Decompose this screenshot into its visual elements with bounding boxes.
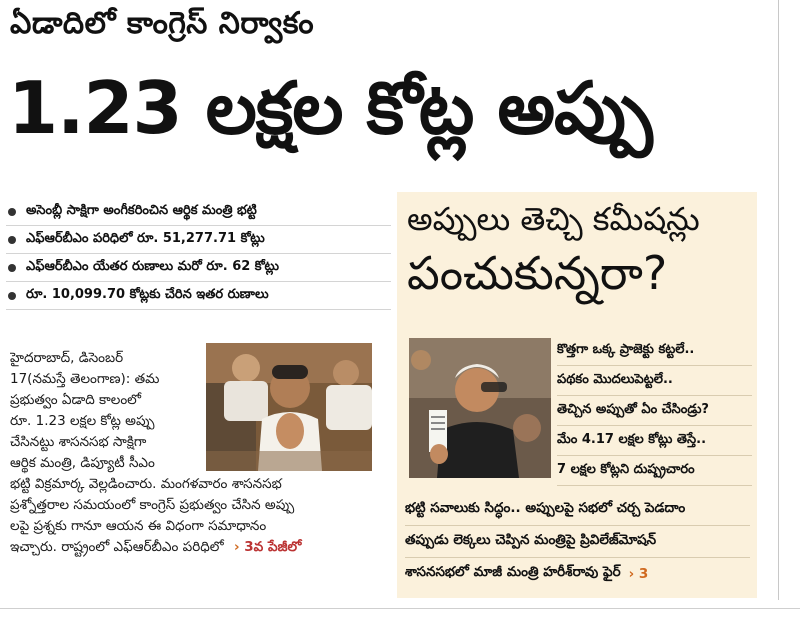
- sidebar-footer: [405, 494, 750, 589]
- harish-rao-photo: [409, 338, 551, 478]
- column-rule: [778, 0, 779, 600]
- page-reference-link[interactable]: › 3: [628, 565, 649, 582]
- article-body: హైదరాబాద్, డిసెంబర్ 17(నమస్తే తెలంగాణ): తమ ప్రభుత్వం ఏడాది కాలంలో రూ. 1.23 లక్షల కోట్ల అప్పు చేసినట్టు శాసనసభ సాక్షిగా ఆర్థిక మంత్రి, డిప్యూటీ సీఎం భట్టి విక్రమార్క వెల్లడించారు. మంగళవారం శాసనసభ ప్రశ్నోత్తరాల సమయంలో కాంగ్రెస్ ప్రభుత్వం చేసిన అప్పు లపై ప్రశ్నకు గానూ ఆయన ఈ విధంగా సమాధానం ఇచ్చారు. రాష్ట్రంలో ఎఫ్ఆర్‌బీఎం పరిధిలో › 3వ పేజీలో: [10, 350, 302, 555]
- quote-item: మేం 4.17 లక్షల కోట్లు తెస్తే..: [557, 426, 752, 456]
- footer-line: భట్టి సవాలుకు సిద్ధం.. అప్పులపై సభలో చర్చ పెడదాం: [405, 494, 750, 526]
- sidebar-headline-line1: అప్పులు తెచ్చి కమీషన్లు: [407, 200, 700, 238]
- kicker: ఏడాదిలో కాంగ్రెస్ నిర్వాకం: [10, 6, 315, 41]
- quote-list: [557, 336, 752, 486]
- quote-item: పథకం మొదలుపెట్టలే..: [557, 366, 752, 396]
- bullet-dot-icon: [8, 236, 16, 244]
- bullet-item: అసెంబ్లీ సాక్షిగా అంగీకరించిన ఆర్థిక మంత్రి భట్టి: [6, 198, 391, 226]
- quote-item: కొత్తగా ఒక్క ప్రాజెక్టు కట్టలే..: [557, 336, 752, 366]
- quote-item: తెచ్చిన అప్పుతో ఏం చేసిండ్రు?: [557, 396, 752, 426]
- quote-item: 7 లక్షల కోట్లని దుష్ప్రచారం: [557, 456, 752, 486]
- footer-line: శాసనసభలో మాజీ మంత్రి హరీశ్‌రావు ఫైర్ › 3: [405, 564, 649, 582]
- bullet-list: [6, 198, 391, 310]
- continue-arrow-icon: ›: [234, 539, 240, 555]
- continued-link[interactable]: › 3వ పేజీలో: [234, 539, 302, 555]
- bullet-item: ఎఫ్ఆర్‌బీఎం పరిధిలో రూ. 51,277.71 కోట్లు: [6, 226, 391, 254]
- harish-rao-illustration: [409, 338, 551, 478]
- page-arrow-icon: ›: [628, 565, 635, 582]
- bullet-dot-icon: [8, 208, 16, 216]
- headline: 1.23 లక్షల కోట్ల అప్పు: [8, 66, 652, 150]
- bottom-rule: [0, 608, 800, 609]
- bullet-item: రూ. 10,099.70 కోట్లకు చేరిన ఇతర రుణాలు: [6, 282, 391, 310]
- sidebar-headline-line2: పంచుకున్నరా?: [407, 246, 668, 300]
- footer-line: తప్పుడు లెక్కలు చెప్పిన మంత్రిపై ప్రివిలేజ్‌మోషన్: [405, 526, 750, 558]
- bullet-dot-icon: [8, 264, 16, 272]
- sidebar-box: [397, 192, 757, 598]
- bullet-item: ఎఫ్ఆర్‌బీఎం యేతర రుణాలు మరో రూ. 62 కోట్లు: [6, 254, 391, 282]
- bullet-dot-icon: [8, 292, 16, 300]
